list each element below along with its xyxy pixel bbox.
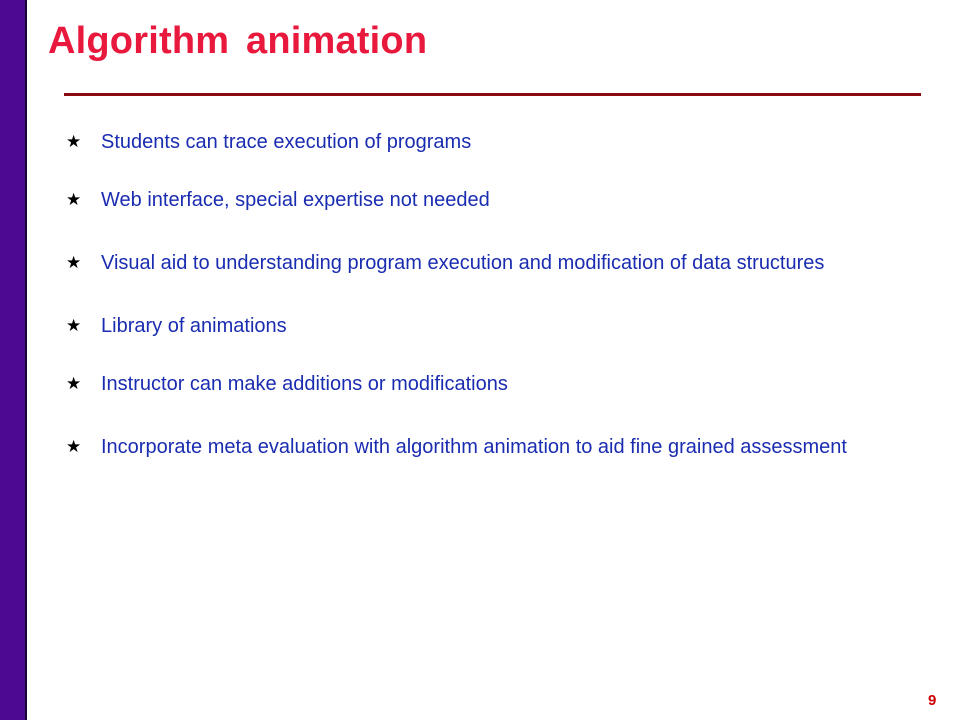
bullet-item xyxy=(66,182,870,218)
bullet-text: Incorporate meta evaluation with algorithm animation to aid fine grained assessment xyxy=(101,436,847,458)
star-icon: ★ xyxy=(66,374,82,393)
side-accent-bar xyxy=(0,0,25,720)
bullet-text: Library of animations xyxy=(101,315,287,337)
side-accent-bar-edge xyxy=(25,0,27,720)
bullet-item xyxy=(66,366,870,402)
star-icon: ★ xyxy=(66,190,82,209)
bullet-item xyxy=(66,424,870,470)
slide-title: Algorithm animation xyxy=(48,20,428,62)
star-icon: ★ xyxy=(66,132,82,151)
star-icon: ★ xyxy=(66,253,82,272)
bullet-list xyxy=(66,124,870,492)
bullet-text: Students can trace execution of programs xyxy=(101,131,472,153)
bullet-item xyxy=(66,308,870,344)
star-icon: ★ xyxy=(66,316,82,335)
bullet-item xyxy=(66,124,870,160)
bullet-text: Visual aid to understanding program execution and modification of data structures xyxy=(101,252,825,274)
star-icon: ★ xyxy=(66,437,82,456)
bullet-text: Instructor can make additions or modifications xyxy=(101,373,508,395)
bullet-item xyxy=(66,240,870,286)
page-number: 9 xyxy=(928,692,937,709)
bullet-text: Web interface, special expertise not needed xyxy=(101,189,490,211)
title-underline xyxy=(64,93,921,96)
